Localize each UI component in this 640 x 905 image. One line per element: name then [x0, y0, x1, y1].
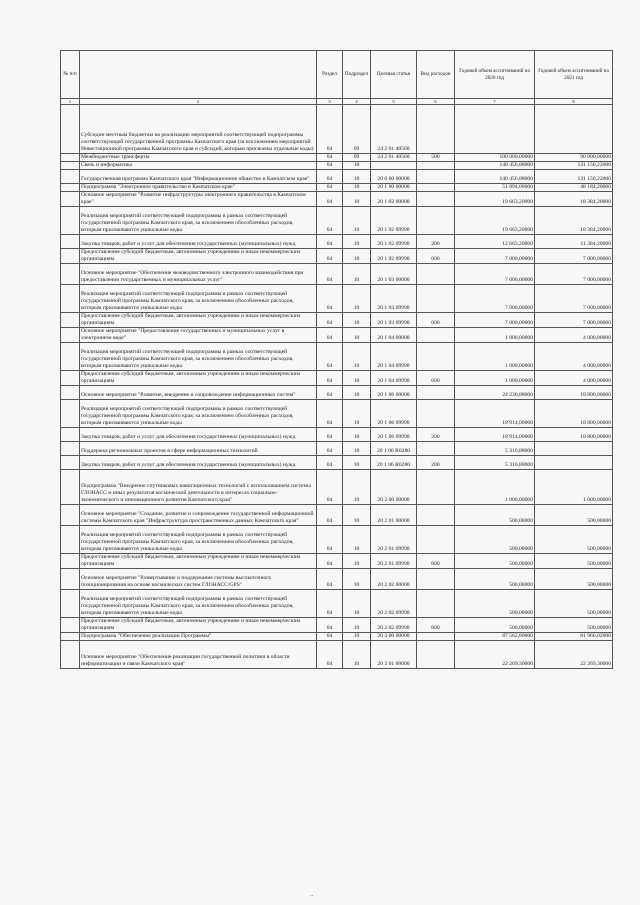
name-cell: Связь и информатика	[80, 162, 317, 170]
value-2020-cell: 1 000,00000	[455, 328, 535, 343]
value-2021-cell: 81 966,02000	[535, 633, 613, 641]
exptype-cell	[417, 641, 455, 669]
table-row	[61, 235, 613, 249]
exptype-cell: 200	[417, 428, 455, 442]
name-cell: Межбюджетные трансферты	[80, 154, 317, 162]
name-cell: Подпрограмма "Обеспечение реализации Программы"	[80, 633, 317, 641]
section-cell: 04	[317, 328, 343, 343]
header-y2020: Годовой объем ассигнований на 2020 год	[455, 51, 535, 99]
subsection-cell: 10	[343, 641, 371, 669]
section-cell: 04	[317, 590, 343, 618]
value-2021-cell: 7 000,00000	[535, 249, 613, 264]
table-row	[61, 249, 613, 264]
name-cell: Реализация мероприятий соответствующей подпрограммы в рамках соответствующей государственной программы Камчатского края, за исключением обособленных расходов, которым присваиваются уникальные коды	[80, 590, 317, 618]
target-cell: 20 2 02 09990	[371, 590, 417, 618]
table-row	[61, 618, 613, 633]
exptype-cell	[417, 569, 455, 590]
target-cell: 20 2 00 00000	[371, 470, 417, 505]
name-cell: Реализация мероприятий соответствующей подпрограммы в рамках соответствующей государственной программы Камчатского края, за исключением обособленных расходов, которым присваиваются уникальные коды	[80, 526, 317, 554]
num-cell	[61, 328, 80, 343]
num-cell	[61, 264, 80, 285]
index-cell: 2	[80, 99, 317, 105]
num-cell	[61, 633, 80, 641]
section-cell: 04	[317, 470, 343, 505]
target-cell: 20 2 01 00000	[371, 505, 417, 526]
table-row	[61, 184, 613, 192]
header-num: № п/п	[61, 51, 80, 99]
num-cell	[61, 313, 80, 328]
value-2020-cell: 100 000,00000	[455, 154, 535, 162]
value-2021-cell: 11 384,20000	[535, 235, 613, 249]
section-cell: 04	[317, 313, 343, 328]
name-cell: Реализация мероприятий соответствующей подпрограммы в рамках соответствующей государственной программы Камчатского края, за исключением обособленных расходов, которым присваиваются уникальные коды	[80, 207, 317, 235]
target-cell: 20 1 06 09990	[371, 400, 417, 428]
num-cell	[61, 207, 80, 235]
subsection-cell: 09	[343, 105, 371, 154]
header-subsection: Подраздел	[343, 51, 371, 99]
num-cell	[61, 590, 80, 618]
section-cell: 04	[317, 184, 343, 192]
value-2020-cell: 1 000,00000	[455, 470, 535, 505]
value-2021-cell: 131 150,22000	[535, 170, 613, 184]
num-cell	[61, 154, 80, 162]
num-cell	[61, 343, 80, 371]
target-cell: 20 1 06 00000	[371, 386, 417, 400]
target-cell: 20 1 02 00000	[371, 192, 417, 207]
subsection-cell: 10	[343, 371, 371, 386]
num-cell	[61, 249, 80, 264]
value-2021-cell: 18 800,00000	[535, 386, 613, 400]
value-2020-cell: 18 914,00000	[455, 428, 535, 442]
name-cell: Реализация мероприятий соответствующей подпрограммы в рамках соответствующей государственной программы Камчатского края, за исключением обособленных расходов, которым присваиваются уникальные коды	[80, 400, 317, 428]
value-2020-cell: 500,00000	[455, 590, 535, 618]
target-cell: 20 1 03 00000	[371, 264, 417, 285]
target-cell: 20 3 00 00000	[371, 633, 417, 641]
section-cell: 04	[317, 456, 343, 470]
num-cell	[61, 618, 80, 633]
target-cell: 20 2 01 09990	[371, 554, 417, 569]
value-2020-cell: 140 456,88000	[455, 162, 535, 170]
num-cell	[61, 105, 80, 154]
value-2020-cell: 19 663,20000	[455, 192, 535, 207]
subsection-cell: 10	[343, 170, 371, 184]
subsection-cell: 10	[343, 184, 371, 192]
num-cell	[61, 192, 80, 207]
subsection-cell: 10	[343, 343, 371, 371]
value-2021-cell: 500,00000	[535, 526, 613, 554]
section-cell: 04	[317, 505, 343, 526]
subsection-cell: 10	[343, 207, 371, 235]
subsection-cell: 10	[343, 386, 371, 400]
value-2020-cell: 500,00000	[455, 554, 535, 569]
subsection-cell: 10	[343, 442, 371, 456]
section-cell: 04	[317, 618, 343, 633]
value-2020-cell: 18 914,00000	[455, 400, 535, 428]
value-2021-cell: 18 384,20000	[535, 207, 613, 235]
name-cell: Предоставление субсидий бюджетным, автономным учреждениям и иным некоммерческим организациям	[80, 313, 317, 328]
exptype-cell	[417, 105, 455, 154]
target-cell: 20 1 03 09990	[371, 313, 417, 328]
value-2021-cell	[535, 105, 613, 154]
table-row	[61, 285, 613, 313]
table-row	[61, 207, 613, 235]
target-cell: 20 1 04 00000	[371, 328, 417, 343]
value-2021-cell: 18 800,00000	[535, 400, 613, 428]
exptype-cell	[417, 470, 455, 505]
num-cell	[61, 386, 80, 400]
section-cell: 04	[317, 386, 343, 400]
value-2021-cell: 4 000,00000	[535, 371, 613, 386]
value-2020-cell: 24 230,88000	[455, 386, 535, 400]
num-cell	[61, 505, 80, 526]
subsection-cell: 10	[343, 526, 371, 554]
section-cell: 04	[317, 428, 343, 442]
value-2021-cell: 500,00000	[535, 618, 613, 633]
section-cell: 04	[317, 235, 343, 249]
header-target: Целевая статья	[371, 51, 417, 99]
section-cell: 04	[317, 633, 343, 641]
table-row	[61, 264, 613, 285]
index-cell: 1	[61, 99, 80, 105]
table-row	[61, 162, 613, 170]
value-2020-cell: 500,00000	[455, 569, 535, 590]
section-cell: 04	[317, 442, 343, 456]
footer-mark: ..	[310, 892, 314, 898]
target-cell: 20 1 06 R0280	[371, 456, 417, 470]
target-cell: 20 1 02 09990	[371, 235, 417, 249]
table-row	[61, 154, 613, 162]
name-cell: Закупка товаров, работ и услуг для обеспечения государственных (муниципальных) нужд	[80, 456, 317, 470]
section-cell: 04	[317, 343, 343, 371]
exptype-cell	[417, 264, 455, 285]
value-2021-cell: 48 184,20000	[535, 184, 613, 192]
num-cell	[61, 170, 80, 184]
value-2020-cell: 51 894,08000	[455, 184, 535, 192]
value-2020-cell: 7 000,00000	[455, 264, 535, 285]
name-cell: Основное мероприятие "Обеспечение реализации государственной политики в области информатизации и связи Камчатского края"	[80, 641, 317, 669]
value-2021-cell: 7 000,00000	[535, 313, 613, 328]
index-cell: 6	[417, 99, 455, 105]
table-row	[61, 313, 613, 328]
exptype-cell	[417, 386, 455, 400]
section-cell: 04	[317, 569, 343, 590]
table-header-row	[61, 51, 613, 99]
name-cell: Основное мероприятие "Развитие инфраструктуры электронного правительства в Камчатском крае"	[80, 192, 317, 207]
subsection-cell: 10	[343, 162, 371, 170]
value-2021-cell: 1 000,00000	[535, 470, 613, 505]
subsection-cell: 10	[343, 249, 371, 264]
header-y2021: Годовой объем ассигнований на 2021 год	[535, 51, 613, 99]
value-2020-cell: 500,00000	[455, 505, 535, 526]
exptype-cell: 600	[417, 371, 455, 386]
exptype-cell	[417, 343, 455, 371]
name-cell: Основное мероприятие "Развертывание и поддержание системы высокоточного позиционирования на основе космических систем ГЛОНАСС/GPS"	[80, 569, 317, 590]
exptype-cell: 600	[417, 618, 455, 633]
name-cell: Поддержка региональных проектов в сфере информационных технологий	[80, 442, 317, 456]
exptype-cell	[417, 442, 455, 456]
section-cell: 04	[317, 285, 343, 313]
table-row	[61, 343, 613, 371]
value-2021-cell	[535, 456, 613, 470]
subsection-cell: 10	[343, 313, 371, 328]
exptype-cell: 600	[417, 313, 455, 328]
subsection-cell: 10	[343, 456, 371, 470]
name-cell: Подпрограмма "Электронное правительство в Камчатском крае"	[80, 184, 317, 192]
num-cell	[61, 554, 80, 569]
target-cell: 20 1 04 09990	[371, 371, 417, 386]
value-2020-cell	[455, 105, 535, 154]
name-cell: Предоставление субсидий бюджетным, автономным учреждениям и иным некоммерческим организациям	[80, 554, 317, 569]
num-cell	[61, 456, 80, 470]
subsection-cell: 10	[343, 569, 371, 590]
value-2020-cell: 12 663,20000	[455, 235, 535, 249]
section-cell: 04	[317, 170, 343, 184]
section-cell: 04	[317, 554, 343, 569]
value-2020-cell: 500,00000	[455, 526, 535, 554]
value-2020-cell: 87 562,80000	[455, 633, 535, 641]
index-cell: 8	[535, 99, 613, 105]
table-row	[61, 105, 613, 154]
value-2021-cell: 4 000,00000	[535, 328, 613, 343]
subsection-cell: 10	[343, 633, 371, 641]
num-cell	[61, 285, 80, 313]
target-cell	[371, 162, 417, 170]
table-row	[61, 456, 613, 470]
table-body	[61, 105, 613, 669]
num-cell	[61, 641, 80, 669]
name-cell: Реализация мероприятий соответствующей подпрограммы в рамках соответствующей государственной программы Камчатского края, за исключением обособленных расходов, которым присваиваются уникальные коды	[80, 343, 317, 371]
num-cell	[61, 470, 80, 505]
exptype-cell	[417, 285, 455, 313]
exptype-cell	[417, 526, 455, 554]
name-cell: Реализация мероприятий соответствующей подпрограммы в рамках соответствующей государственной программы Камчатского края, за исключением обособленных расходов, которым присваиваются уникальные коды	[80, 285, 317, 313]
exptype-cell	[417, 328, 455, 343]
value-2020-cell: 1 000,00000	[455, 343, 535, 371]
name-cell: Закупка товаров, работ и услуг для обеспечения государственных (муниципальных) нужд	[80, 235, 317, 249]
table-row	[61, 192, 613, 207]
table-row	[61, 442, 613, 456]
target-cell: 20 0 00 00000	[371, 170, 417, 184]
section-cell: 04	[317, 264, 343, 285]
header-exptype: Вид расходов	[417, 51, 455, 99]
value-2021-cell: 7 000,00000	[535, 285, 613, 313]
budget-table	[60, 50, 613, 669]
subsection-cell: 10	[343, 505, 371, 526]
subsection-cell: 10	[343, 470, 371, 505]
value-2021-cell: 90 000,00000	[535, 154, 613, 162]
header-name	[80, 51, 317, 99]
table-row	[61, 590, 613, 618]
num-cell	[61, 235, 80, 249]
subsection-cell: 10	[343, 328, 371, 343]
value-2020-cell: 140 456,88000	[455, 170, 535, 184]
value-2021-cell: 22 269,30000	[535, 641, 613, 669]
subsection-cell: 10	[343, 400, 371, 428]
section-cell: 04	[317, 105, 343, 154]
exptype-cell	[417, 192, 455, 207]
value-2021-cell: 18 800,00000	[535, 428, 613, 442]
target-cell: 20 2 02 00000	[371, 569, 417, 590]
subsection-cell: 10	[343, 618, 371, 633]
name-cell: Основное мероприятие "Создание, развитие и сопровождение государственной информационной системы Камчатского края "Инфраструктура пространственных данных Камчатского края"	[80, 505, 317, 526]
section-cell: 04	[317, 207, 343, 235]
index-cell: 7	[455, 99, 535, 105]
table-row	[61, 526, 613, 554]
exptype-cell: 600	[417, 554, 455, 569]
exptype-cell	[417, 505, 455, 526]
num-cell	[61, 569, 80, 590]
name-cell: Подпрограмма "Внедрение спутниковых навигационных технологий с использованием системы ГЛОНАСС и иных результатов космической деятельности в интересах социально-экономического и инновационного развития Камчатского края"	[80, 470, 317, 505]
name-cell: Предоставление субсидий бюджетным, автономным учреждениям и иным некоммерческим организациям	[80, 618, 317, 633]
value-2020-cell: 5 316,88000	[455, 456, 535, 470]
subsection-cell: 10	[343, 428, 371, 442]
header-section: Раздел	[317, 51, 343, 99]
section-cell: 04	[317, 162, 343, 170]
exptype-cell	[417, 400, 455, 428]
table-row	[61, 371, 613, 386]
num-cell	[61, 442, 80, 456]
subsection-cell: 10	[343, 590, 371, 618]
target-cell: 20 1 06 09990	[371, 428, 417, 442]
table-row	[61, 641, 613, 669]
value-2020-cell: 7 000,00000	[455, 313, 535, 328]
num-cell	[61, 526, 80, 554]
name-cell: Предоставление субсидий бюджетным, автономным учреждениям и иным некоммерческим организациям	[80, 249, 317, 264]
section-cell: 04	[317, 641, 343, 669]
value-2021-cell: 18 384,20000	[535, 192, 613, 207]
table-row	[61, 505, 613, 526]
value-2020-cell: 5 316,88000	[455, 442, 535, 456]
value-2021-cell: 500,00000	[535, 590, 613, 618]
subsection-cell: 10	[343, 554, 371, 569]
target-cell: 20 1 00 00000	[371, 184, 417, 192]
value-2021-cell: 4 000,00000	[535, 343, 613, 371]
num-cell	[61, 428, 80, 442]
name-cell: Основное мероприятие "Предоставление государственных и муниципальных услуг в электронном виде"	[80, 328, 317, 343]
value-2021-cell: 500,00000	[535, 505, 613, 526]
name-cell: Предоставление субсидий бюджетным, автономным учреждениям и иным некоммерческим организациям	[80, 371, 317, 386]
section-cell: 04	[317, 400, 343, 428]
exptype-cell: 500	[417, 154, 455, 162]
index-cell: 3	[317, 99, 343, 105]
table-row	[61, 428, 613, 442]
num-cell	[61, 162, 80, 170]
exptype-cell	[417, 633, 455, 641]
value-2020-cell: 500,00000	[455, 618, 535, 633]
subsection-cell: 10	[343, 285, 371, 313]
table-row	[61, 569, 613, 590]
target-cell: 20 2 02 09990	[371, 618, 417, 633]
value-2021-cell: 131 150,22000	[535, 162, 613, 170]
target-cell: 24 2 01 40560	[371, 105, 417, 154]
target-cell: 20 1 03 09990	[371, 285, 417, 313]
exptype-cell	[417, 184, 455, 192]
target-cell: 20 1 02 09990	[371, 249, 417, 264]
value-2020-cell: 1 000,00000	[455, 371, 535, 386]
exptype-cell: 200	[417, 235, 455, 249]
target-cell: 20 1 02 09990	[371, 207, 417, 235]
table-row	[61, 400, 613, 428]
table-row	[61, 328, 613, 343]
table-row	[61, 554, 613, 569]
section-cell: 04	[317, 192, 343, 207]
value-2021-cell: 500,00000	[535, 569, 613, 590]
exptype-cell	[417, 590, 455, 618]
name-cell: Основное мероприятие "Развитие, внедрение и сопровождение информационных систем"	[80, 386, 317, 400]
num-cell	[61, 184, 80, 192]
target-cell: 20 1 06 R0280	[371, 442, 417, 456]
name-cell: Субсидии местным бюджетам на реализацию мероприятий соответствующей подпрограммы соответствующей государственной программы Камчатского края (за исключением мероприятий Инвестиционной программы Камчатского края и субсидий, которым присвоены отдельные коды)	[80, 105, 317, 154]
num-cell	[61, 400, 80, 428]
exptype-cell	[417, 170, 455, 184]
name-cell: Закупка товаров, работ и услуг для обеспечения государственных (муниципальных) нужд	[80, 428, 317, 442]
target-cell: 20 3 01 00000	[371, 641, 417, 669]
index-cell: 4	[343, 99, 371, 105]
exptype-cell: 600	[417, 249, 455, 264]
subsection-cell: 09	[343, 154, 371, 162]
subsection-cell: 10	[343, 264, 371, 285]
exptype-cell	[417, 162, 455, 170]
section-cell: 04	[317, 371, 343, 386]
subsection-cell: 10	[343, 192, 371, 207]
exptype-cell	[417, 207, 455, 235]
num-cell	[61, 371, 80, 386]
table-row	[61, 470, 613, 505]
table-row	[61, 386, 613, 400]
exptype-cell: 200	[417, 456, 455, 470]
table-row	[61, 170, 613, 184]
target-cell: 20 2 01 09990	[371, 526, 417, 554]
target-cell: 24 2 01 40560	[371, 154, 417, 162]
value-2021-cell: 500,00000	[535, 554, 613, 569]
index-cell: 5	[371, 99, 417, 105]
name-cell: Государственная программа Камчатского края "Информационное общество в Камчатском крае"	[80, 170, 317, 184]
table-row	[61, 633, 613, 641]
value-2021-cell: 7 000,00000	[535, 264, 613, 285]
name-cell: Основное мероприятие "Обеспечение межведомственного электронного взаимодействия при предоставлении государственных и муниципальных услуг"	[80, 264, 317, 285]
value-2020-cell: 22 269,30000	[455, 641, 535, 669]
section-cell: 04	[317, 249, 343, 264]
value-2021-cell	[535, 442, 613, 456]
value-2020-cell: 19 663,20000	[455, 207, 535, 235]
value-2020-cell: 7 000,00000	[455, 285, 535, 313]
section-cell: 04	[317, 154, 343, 162]
subsection-cell: 10	[343, 235, 371, 249]
section-cell: 04	[317, 526, 343, 554]
value-2020-cell: 7 000,00000	[455, 249, 535, 264]
target-cell: 20 1 04 09990	[371, 343, 417, 371]
